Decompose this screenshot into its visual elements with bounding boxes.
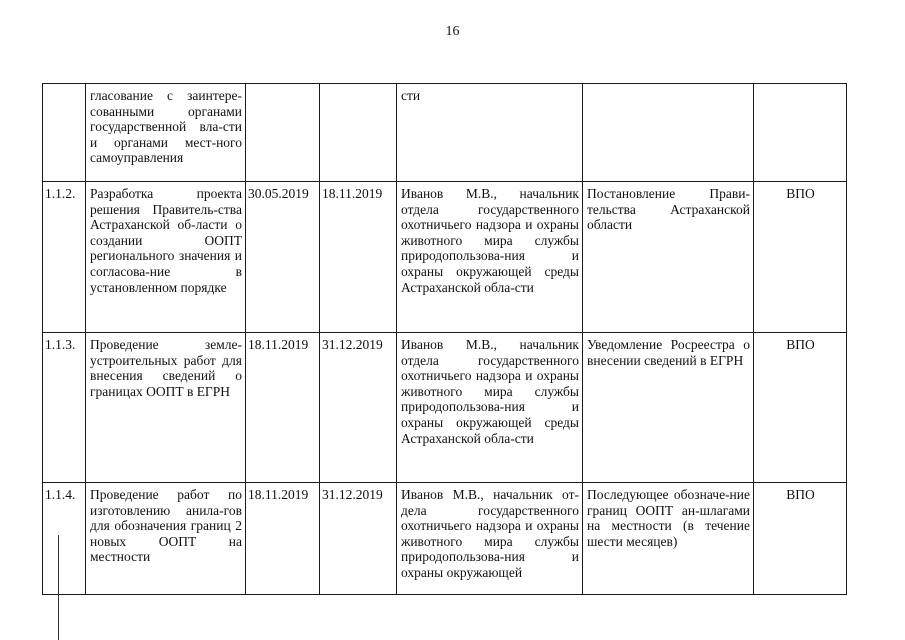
item-number-cell: 1.1.4. [43, 483, 86, 595]
table-row [43, 182, 847, 333]
end-date-cell: 31.12.2019 [320, 333, 397, 483]
result-cell: Последующее обозначе-ние границ ООПТ ан-шлагами на местности (в течение шести месяцев) [583, 483, 754, 595]
funding-source-cell: ВПО [754, 182, 847, 333]
table-row [43, 483, 847, 595]
task-cell: Проведение работ по изготовлению анила-гов для обозначения границ 2 новых ООПТ на местности [86, 483, 246, 595]
margin-line [58, 535, 59, 640]
responsible-cell: сти [397, 84, 583, 182]
start-date-cell: 18.11.2019 [246, 333, 320, 483]
task-cell: гласование с заинтере-сованными органами государственной вла-сти и органами мест-ного самоуправления [86, 84, 246, 182]
result-cell: Уведомление Росреестра о внесении сведений в ЕГРН [583, 333, 754, 483]
task-cell: Проведение земле-устроительных работ для внесения сведений о границах ООПТ в ЕГРН [86, 333, 246, 483]
item-number-cell: 1.1.3. [43, 333, 86, 483]
responsible-cell: Иванов М.В., начальник отдела государственного охотничьего надзора и охраны животного мира службы природопользова-ния и охраны окружающей среды Астраханской обла-сти [397, 333, 583, 483]
start-date-cell [246, 84, 320, 182]
end-date-cell: 31.12.2019 [320, 483, 397, 595]
page-number: 16 [445, 24, 460, 39]
item-number-cell [43, 84, 86, 182]
funding-source-cell: ВПО [754, 333, 847, 483]
funding-source-cell: ВПО [754, 483, 847, 595]
responsible-cell: Иванов М.В., начальник отдела государственного охотничьего надзора и охраны животного мира службы природопользова-ния и охраны окружающей среды Астраханской обла-сти [397, 182, 583, 333]
task-cell: Разработка проекта решения Правитель-ства Астраханской об-ласти о создании ООПТ регионального значения и согласова-ние в установленном порядке [86, 182, 246, 333]
item-number-cell: 1.1.2. [43, 182, 86, 333]
result-cell: Постановление Прави-тельства Астраханской области [583, 182, 754, 333]
plan-table [42, 83, 847, 595]
table-row [43, 333, 847, 483]
responsible-cell: Иванов М.В., начальник от-дела государственного охотничьего надзора и охраны животного мира службы природопользова-ния и охраны окружающей [397, 483, 583, 595]
start-date-cell: 18.11.2019 [246, 483, 320, 595]
table-row [43, 84, 847, 182]
start-date-cell: 30.05.2019 [246, 182, 320, 333]
end-date-cell [320, 84, 397, 182]
end-date-cell: 18.11.2019 [320, 182, 397, 333]
result-cell [583, 84, 754, 182]
funding-source-cell [754, 84, 847, 182]
